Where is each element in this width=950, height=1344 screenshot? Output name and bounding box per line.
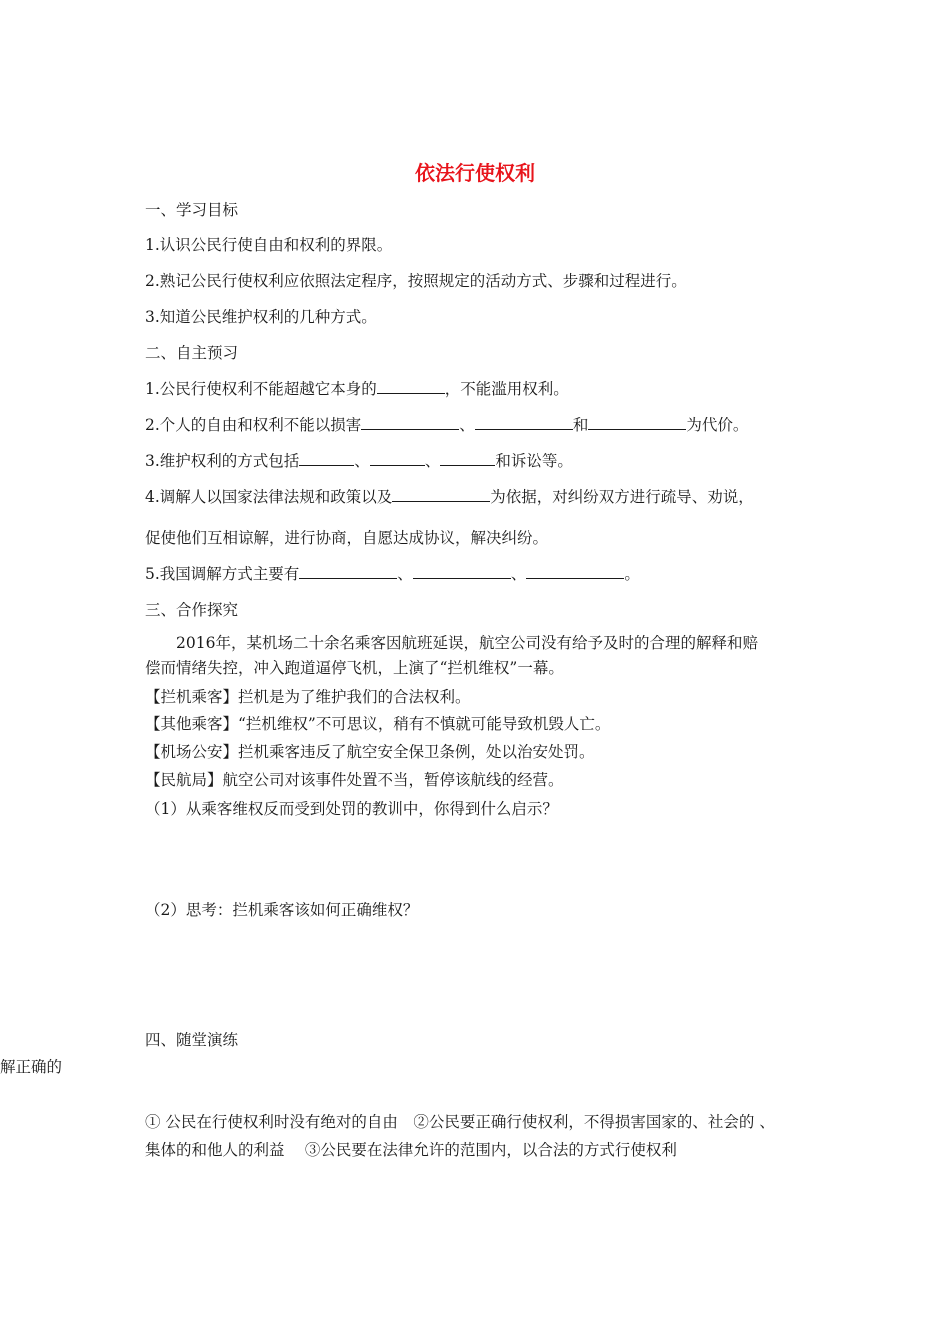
case-role-line: 【民航局】航空公司对该事件处置不当，暂停该航线的经营。 [145,771,564,789]
goal-item: 2.熟记公民行使权利应依照法定程序，按照规定的活动方式、步骤和过程进行。 [145,272,687,290]
question-text: 、 [510,565,527,583]
inquiry-question-2: （2）思考：拦机乘客该如何正确维权？ [145,901,419,919]
answer-blank[interactable] [299,451,354,466]
question-text: 和诉讼等。 [495,452,573,470]
answer-blank[interactable] [361,415,459,430]
case-role-line: 【机场公安】拦机乘客违反了航空安全保卫条例，处以治安处罚。 [145,743,595,761]
case-role-line: 【其他乘客】“拦机维权”不可思议，稍有不慎就可能导致机毁人亡。 [145,715,611,733]
question-text: 2.个人的自由和权利不能以损害 [145,416,362,434]
answer-blank[interactable] [377,379,445,394]
preview-question-5 [145,564,640,584]
goal-item: 1.认识公民行使自由和权利的界限。 [145,236,393,254]
question-text: 为代价。 [686,416,749,434]
preview-question-2 [145,415,748,435]
question-text: 5.我国调解方式主要有 [145,565,300,583]
answer-blank[interactable] [475,415,573,430]
question-text: 。 [624,565,640,583]
question-text: 为依据，对纠纷双方进行疏导、劝说， [490,488,754,506]
case-role-line: 【拦机乘客】拦机是为了维护我们的合法权利。 [145,688,471,706]
section-heading-preview: 二、自主预习 [145,344,239,362]
question-text: 、 [459,416,475,434]
question-text: 、 [424,452,441,470]
question-text: 3.维护权利的方式包括 [145,452,300,470]
answer-blank[interactable] [370,451,425,466]
answer-blank[interactable] [413,564,511,579]
answer-blank[interactable] [299,564,397,579]
case-paragraph: 2016年，某机场二十余名乘客因航班延误，航空公司没有给予及时的合理的解释和赔 [176,634,758,652]
practice-option-line: ① 公民在行使权利时没有绝对的自由 ②公民要正确行使权利，不得损害国家的、社会的 、 [145,1113,775,1131]
answer-blank[interactable] [440,451,495,466]
question-text: 、 [397,565,413,583]
preview-question-3 [145,451,573,471]
answer-blank[interactable] [526,564,624,579]
stray-text-fragment: 解正确的 [0,1058,63,1076]
preview-question-4-continued: 促使他们互相谅解，进行协商，自愿达成协议，解决纠纷。 [145,529,549,547]
question-text: ，不能滥用权利。 [444,380,569,398]
question-text: 、 [354,452,370,470]
practice-option-line: 集体的和他人的利益 ③公民要在法律允许的范围内，以合法的方式行使权利 [145,1141,677,1159]
answer-blank[interactable] [588,415,686,430]
question-text: 和 [572,416,589,434]
question-text: 1.公民行使权利不能超越它本身的 [145,380,377,398]
answer-blank[interactable] [392,487,490,502]
preview-question-4 [145,487,754,507]
goal-item: 3.知道公民维护权利的几种方式。 [145,308,377,326]
case-paragraph-continued: 偿而情绪失控，冲入跑道逼停飞机，上演了“拦机维权”一幕。 [145,659,564,677]
section-heading-goals: 一、学习目标 [145,201,239,219]
page-title: 依法行使权利 [415,161,535,185]
question-text: 4.调解人以国家法律法规和政策以及 [145,488,393,506]
inquiry-question-1: （1）从乘客维权反而受到处罚的教训中，你得到什么启示？ [145,800,558,818]
section-heading-inquiry: 三、合作探究 [145,601,239,619]
section-heading-practice: 四、随堂演练 [145,1031,239,1049]
preview-question-1 [145,379,569,399]
